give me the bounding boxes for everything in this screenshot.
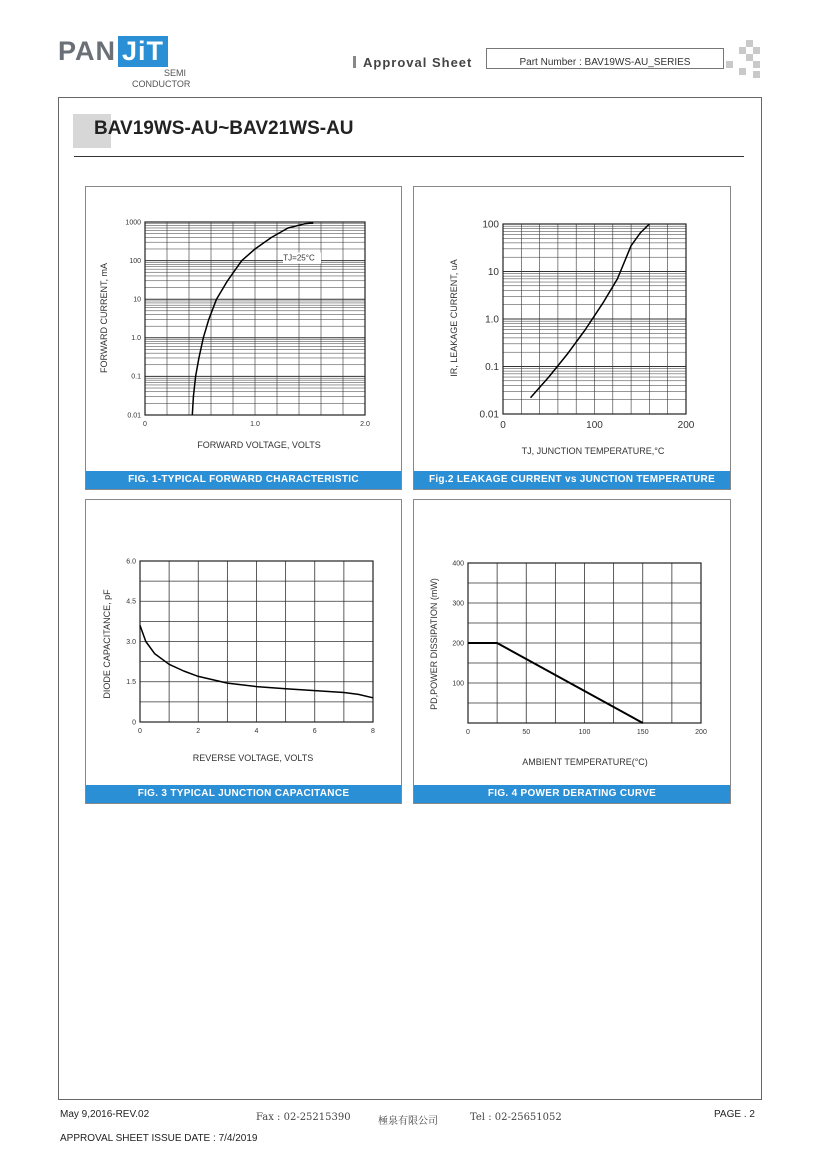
y-tick-label: 0.01: [127, 412, 141, 420]
approval-sheet-label: Approval Sheet: [363, 55, 473, 70]
y-tick-label: 100: [482, 219, 499, 231]
y-tick-label: 0.1: [131, 373, 141, 381]
x-tick-label: 6: [312, 728, 317, 735]
y-tick-label: 4.5: [126, 598, 136, 606]
company-logo: [58, 36, 168, 67]
y-tick-label: 0.1: [485, 361, 499, 373]
x-tick-label: 8: [371, 728, 375, 735]
y-tick-label: 100: [129, 257, 141, 265]
y-axis-label: DIODE CAPACITANCE, pF: [102, 589, 112, 699]
approval-marker: [353, 56, 356, 68]
y-tick-label: 300: [452, 600, 464, 608]
footer-fax: Fax : 02-25215390: [256, 1112, 351, 1123]
fig2-caption: Fig.2 LEAKAGE CURRENT vs JUNCTION TEMPERATURE: [414, 471, 730, 489]
x-tick-label: 0: [500, 420, 506, 431]
x-tick-label: 2: [196, 728, 201, 735]
y-tick-label: 200: [452, 640, 464, 648]
x-tick-label: 50: [522, 729, 531, 736]
y-tick-label: 100: [452, 680, 464, 688]
title-divider: [74, 156, 744, 157]
page-title: BAV19WS-AU~BAV21WS-AU: [94, 118, 354, 139]
x-tick-label: 100: [586, 420, 603, 431]
y-axis-label: FORWARD CURRENT, mA: [99, 263, 109, 373]
logo-jit-text: JiT: [118, 36, 168, 67]
decorative-squares: [726, 40, 766, 80]
x-tick-label: 2.0: [360, 421, 370, 428]
fig4-caption: FIG. 4 POWER DERATING CURVE: [414, 785, 730, 803]
x-tick-label: 100: [578, 729, 591, 736]
x-axis-label: TJ, JUNCTION TEMPERATURE,°C: [521, 446, 665, 456]
y-tick-label: 1.5: [126, 679, 136, 687]
y-tick-label: 3.0: [126, 638, 136, 646]
x-tick-label: 200: [677, 420, 695, 431]
x-axis-label: FORWARD VOLTAGE, VOLTS: [197, 440, 321, 450]
x-tick-label: 0: [143, 421, 147, 428]
x-tick-label: 200: [695, 729, 707, 736]
series-line: [531, 224, 650, 398]
fig3-junction-capacitance-chart: [85, 499, 402, 784]
series-line: [192, 223, 313, 415]
logo-sub-conductor: CONDUCTOR: [132, 79, 191, 89]
footer-page: PAGE . 2: [714, 1109, 755, 1120]
x-tick-label: 1.0: [250, 421, 260, 428]
y-tick-label: 1.0: [131, 335, 141, 343]
x-axis-label: AMBIENT TEMPERATURE(°C): [522, 757, 648, 767]
x-tick-label: 0: [138, 728, 142, 735]
y-tick-label: 1000: [125, 219, 141, 227]
fig1-forward-characteristic-chart: [85, 186, 402, 470]
footer-date-rev: May 9,2016-REV.02: [60, 1109, 150, 1120]
y-tick-label: 10: [133, 296, 141, 304]
x-tick-label: 0: [466, 729, 470, 736]
y-tick-label: 10: [487, 266, 499, 278]
fig2-leakage-current-chart: [413, 186, 731, 470]
x-axis-label: REVERSE VOLTAGE, VOLTS: [192, 753, 314, 763]
y-axis-label: PD,POWER DISSIPATION (mW): [429, 578, 439, 710]
logo-pan-text: PAN: [58, 36, 117, 66]
x-tick-label: 4: [254, 728, 259, 735]
footer-tel: Tel : 02-25651052: [470, 1112, 562, 1123]
logo-sub-semi: SEMI: [164, 68, 187, 78]
x-tick-label: 150: [636, 729, 649, 736]
fig3-caption: FIG. 3 TYPICAL JUNCTION CAPACITANCE: [86, 785, 401, 803]
y-tick-label: 400: [452, 560, 464, 568]
part-number-box: Part Number : BAV19WS-AU_SERIES: [486, 48, 724, 69]
fig4-power-derating-chart: [413, 499, 731, 784]
annotation-label: TJ=25°C: [283, 253, 315, 263]
y-axis-label: IR, LEAKAGE CURRENT, uA: [449, 259, 459, 377]
y-tick-label: 0.01: [479, 409, 499, 421]
y-tick-label: 1.0: [485, 314, 499, 326]
fig1-caption: FIG. 1-TYPICAL FORWARD CHARACTERISTIC: [86, 471, 401, 489]
y-tick-label: 6.0: [126, 558, 136, 566]
footer-company: 極泉有限公司: [378, 1116, 438, 1127]
y-tick-label: 0: [132, 719, 136, 727]
footer-issue-date: APPROVAL SHEET ISSUE DATE : 7/4/2019: [60, 1133, 258, 1144]
